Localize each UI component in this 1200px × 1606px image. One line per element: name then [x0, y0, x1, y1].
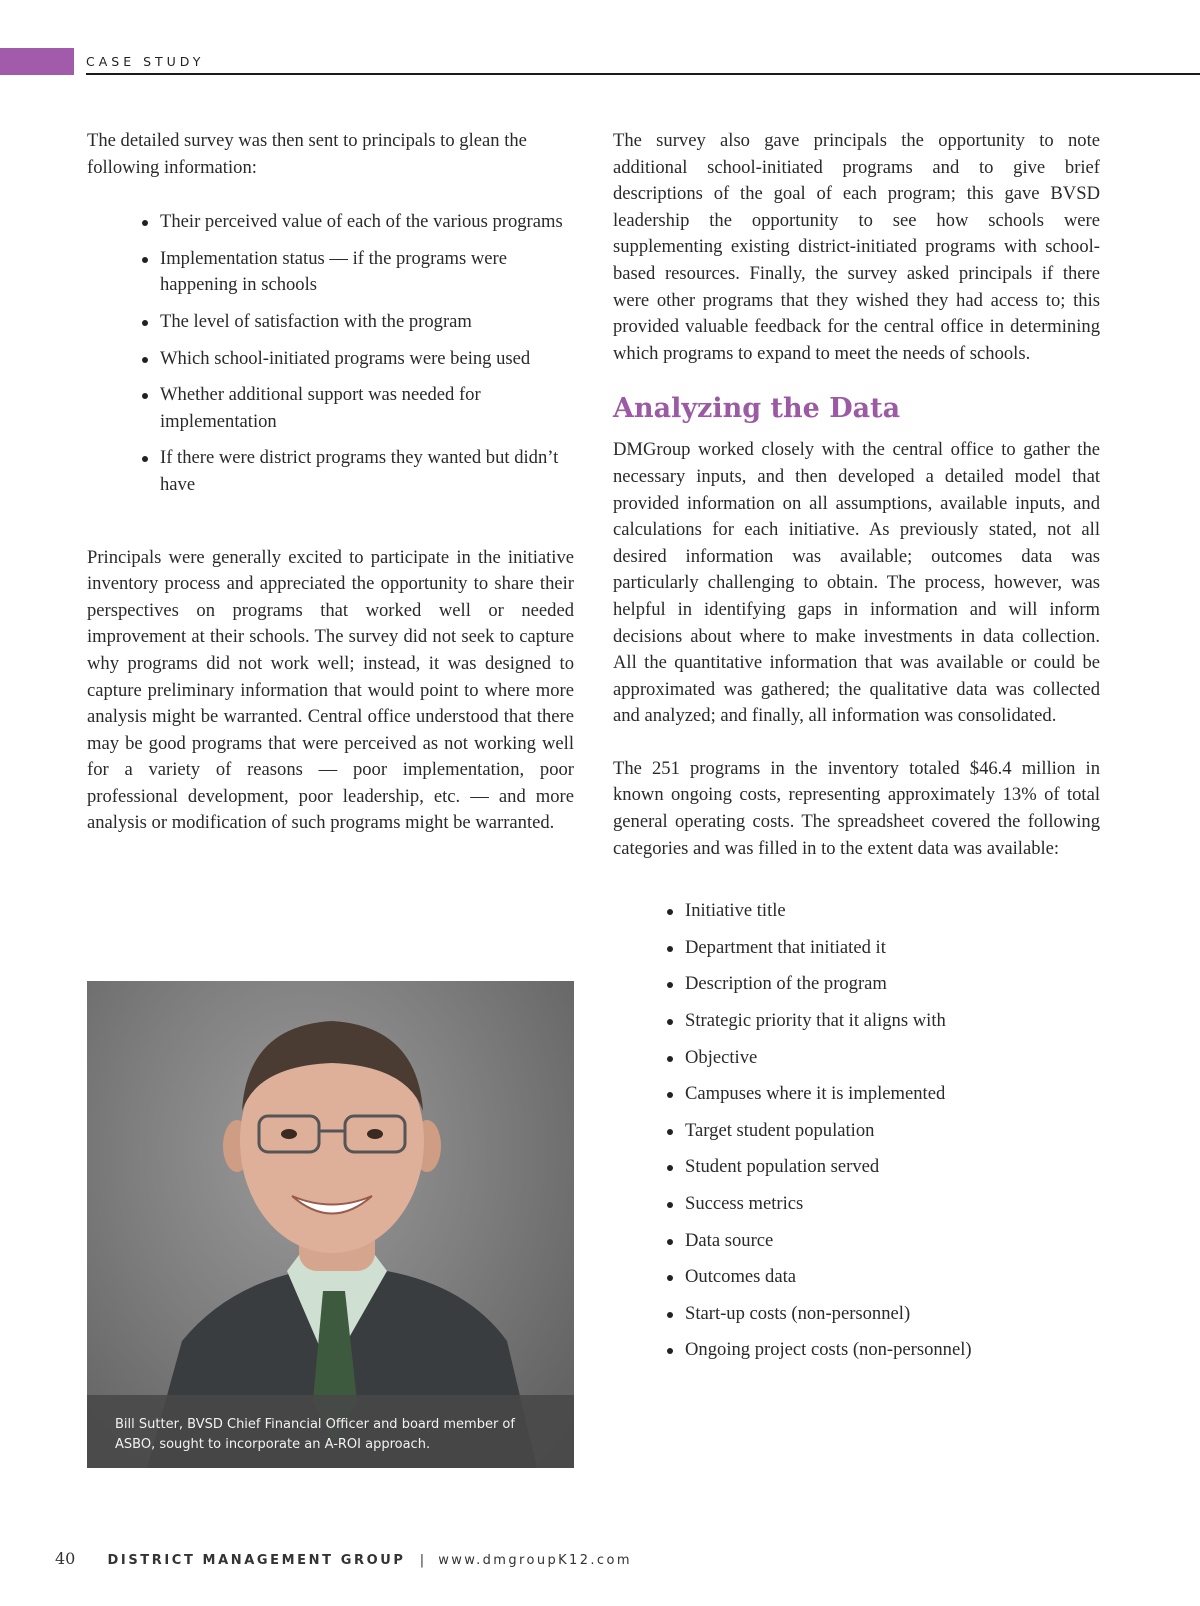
page-number: 40 [55, 1549, 76, 1568]
left-column [87, 128, 574, 837]
list-item: Strategic priority that it aligns with [685, 1008, 1100, 1035]
list-item: Description of the program [685, 971, 1100, 998]
list-item: Student population served [685, 1154, 1100, 1181]
list-item: The level of satisfaction with the program [160, 309, 574, 336]
portrait-photo [87, 981, 574, 1468]
inventory-paragraph: The 251 programs in the inventory totaled $46.4 million in known ongoing costs, representing approximately 13% of total general operating costs. The spreadsheet covered the following categories and was filled in to the extent data was available: [613, 757, 1100, 859]
list-item: Data source [685, 1228, 1100, 1255]
list-item: Success metrics [685, 1191, 1100, 1218]
analysis-paragraph: DMGroup worked closely with the central office to gather the necessary inputs, and then developed a detailed model that provided information on all assumptions, available inputs, and calculations for each initiative. As previously stated, not all desired information was available; outcomes data was particularly challenging to obtain. The process, however, was helpful in identifying gaps in information and will inform decisions about where to make investments in data collection. All the quantitative information that was available or could be approximated was gathered; the qualitative data was collected and analyzed; and finally, all information was consolidated. [613, 439, 1100, 727]
left-intro-paragraph: The detailed survey was then sent to principals to glean the following information: [87, 130, 527, 178]
list-item: Initiative title [685, 898, 1100, 925]
header-accent-bar [0, 48, 74, 75]
list-item: Target student population [685, 1118, 1100, 1145]
list-item: Which school-initiated programs were being used [160, 346, 574, 373]
list-item: Implementation status — if the programs were happening in schools [160, 246, 574, 299]
spreadsheet-categories-list [685, 898, 1100, 1364]
section-heading: Analyzing the Data [613, 393, 901, 425]
list-item: Whether additional support was needed for implementation [160, 382, 574, 435]
footer-separator: | [419, 1553, 425, 1568]
right-column [613, 128, 1100, 1374]
section-label: CASE STUDY [86, 54, 205, 69]
photo-caption: Bill Sutter, BVSD Chief Financial Officer and board member of ASBO, sought to incorporate an A-ROI approach. [87, 1395, 574, 1468]
page-footer [55, 1549, 632, 1568]
header-rule [86, 73, 1200, 75]
footer-url-link[interactable]: www.dmgroupK12.com [438, 1553, 632, 1568]
list-item: Campuses where it is implemented [685, 1081, 1100, 1108]
list-item: Start-up costs (non-personnel) [685, 1301, 1100, 1328]
list-item: Outcomes data [685, 1264, 1100, 1291]
list-item: If there were district programs they wanted but didn’t have [160, 445, 574, 498]
list-item: Department that initiated it [685, 935, 1100, 962]
list-item: Ongoing project costs (non-personnel) [685, 1337, 1100, 1364]
footer-brand: DISTRICT MANAGEMENT GROUP [107, 1553, 406, 1568]
survey-info-list [160, 209, 574, 498]
principals-paragraph: Principals were generally excited to participate in the initiative inventory process and appreciated the opportunity to share their perspectives on programs that worked well or needed improvement at their schools. The survey did not seek to capture why programs did not work well; instead, it was designed to capture preliminary information that would point to where more analysis might be warranted. Central office understood that there may be good programs that were perceived as not working well for a variety of reasons — poor implementation, poor professional development, poor leadership, etc. — and more analysis or modification of such programs might be warranted. [87, 546, 574, 834]
survey-opportunity-paragraph: The survey also gave principals the opportunity to note additional school-initiated programs and to give brief descriptions of the goal of each program; this gave BVSD leadership the opportunity to see how schools were supplementing existing district-initiated programs with school-based resources. Finally, the survey asked principals if there were other programs that they wished they had access to; this provided valuable feedback for the central office in determining which programs to expand to meet the needs of schools. [613, 130, 1100, 364]
list-item: Their perceived value of each of the various programs [160, 209, 574, 236]
list-item: Objective [685, 1045, 1100, 1072]
